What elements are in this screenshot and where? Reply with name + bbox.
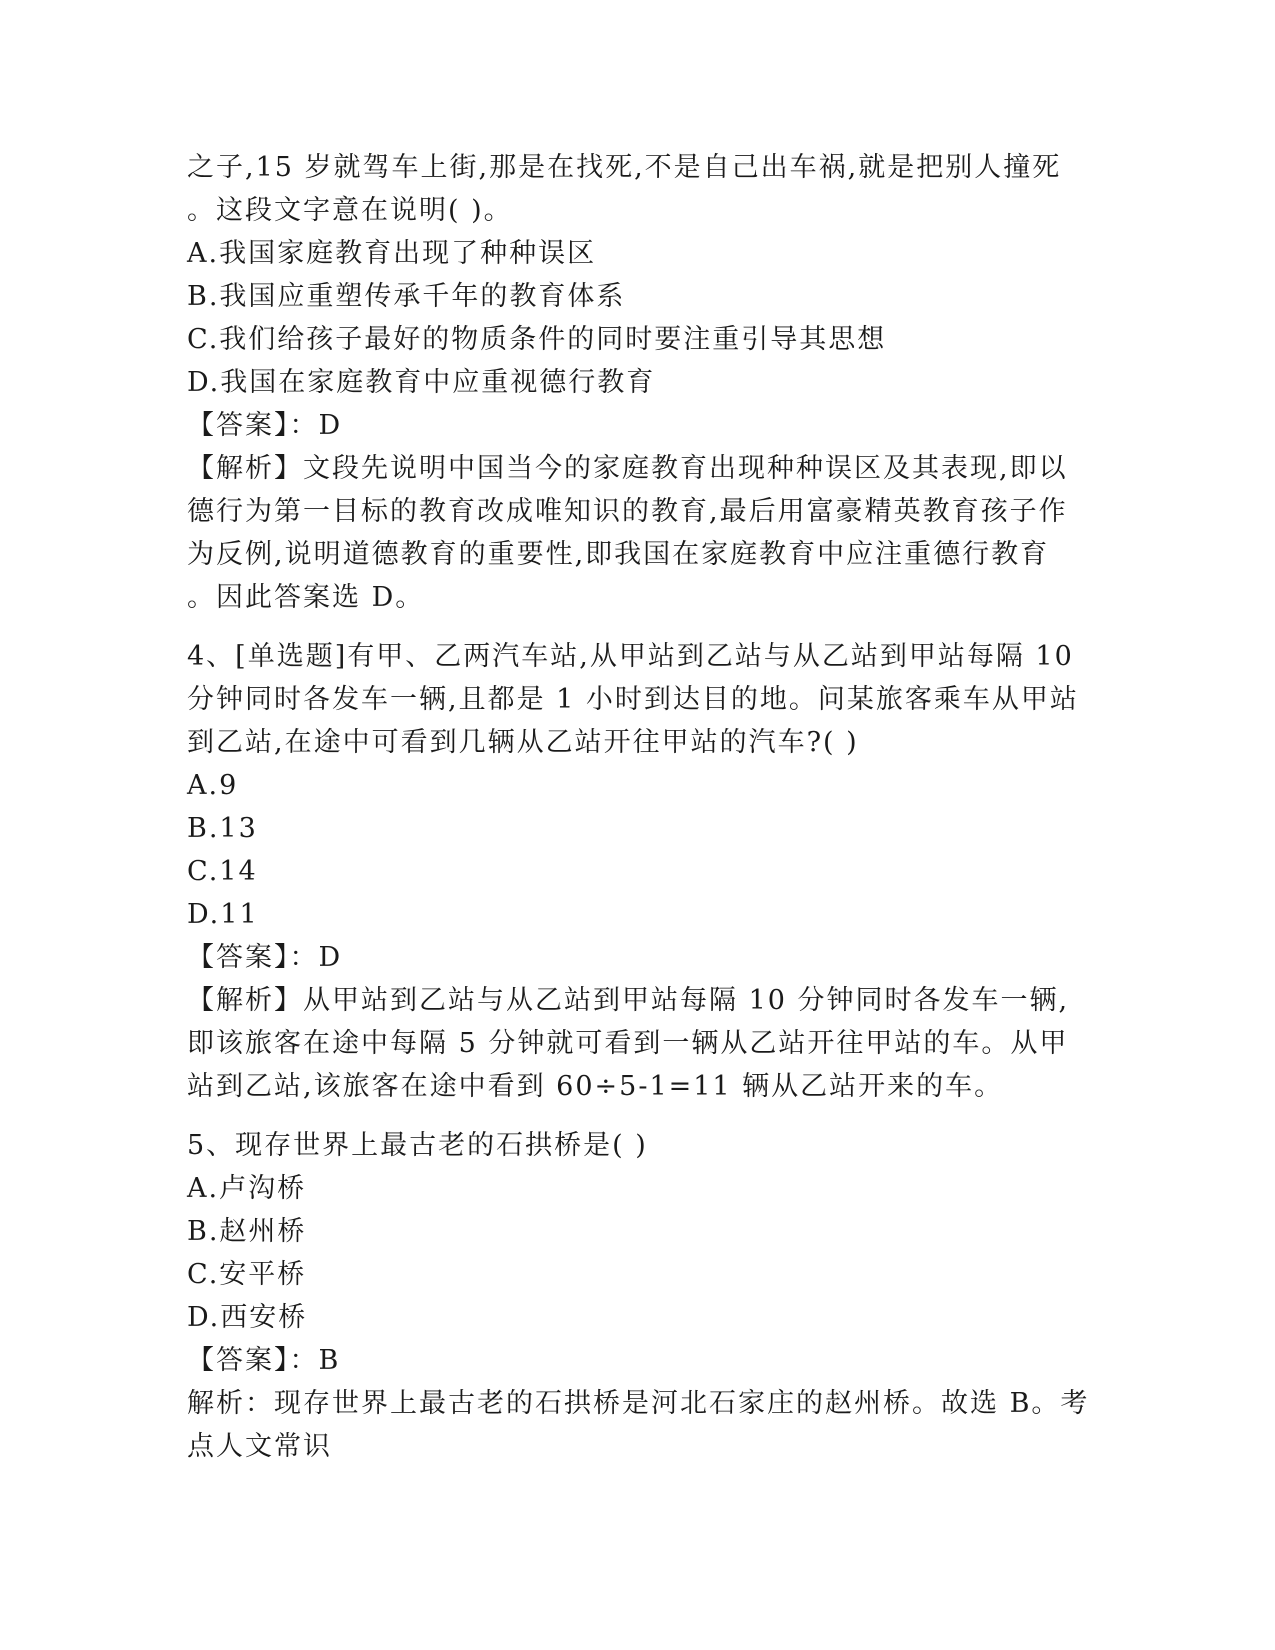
analysis-line: 。因此答案选 D。: [187, 582, 425, 613]
analysis-line: 即该旅客在途中每隔 5 分钟就可看到一辆从乙站开往甲站的车。从甲: [187, 1028, 1069, 1059]
option-d: D.11: [187, 899, 259, 930]
answer-line: 【答案】：B: [187, 1345, 341, 1376]
option-b: B.我国应重塑传承千年的教育体系: [187, 281, 626, 312]
option-c: C.我们给孩子最好的物质条件的同时要注重引导其思想: [187, 324, 887, 355]
analysis-line: 解析：现存世界上最古老的石拱桥是河北石家庄的赵州桥。故选 B。考: [187, 1388, 1090, 1419]
analysis-line: 德行为第一目标的教育改成唯知识的教育,最后用富豪精英教育孩子作: [187, 496, 1068, 527]
option-a: A.我国家庭教育出现了种种误区: [187, 238, 597, 269]
question-stem-line: 之子,15 岁就驾车上街,那是在找死,不是自己出车祸,就是把别人撞死: [187, 152, 1062, 183]
question-4: [187, 635, 1087, 1108]
question-stem-line: 分钟同时各发车一辆,且都是 1 小时到达目的地。问某旅客乘车从甲站: [187, 684, 1079, 715]
option-a: A.9: [187, 770, 239, 801]
analysis-line: 【解析】文段先说明中国当今的家庭教育出现种种误区及其表现,即以: [187, 453, 1068, 484]
question-stem-line: 。这段文字意在说明( )。: [187, 195, 513, 226]
analysis-line: 【解析】从甲站到乙站与从乙站到甲站每隔 10 分钟同时各发车一辆,: [187, 985, 1070, 1016]
question-3-tail: [187, 146, 1087, 619]
option-c: C.安平桥: [187, 1259, 307, 1290]
document-page: [187, 146, 1090, 1468]
answer-line: 【答案】：D: [187, 942, 343, 973]
question-stem-line: 5、现存世界上最古老的石拱桥是( ): [187, 1130, 648, 1161]
answer-line: 【答案】：D: [187, 410, 343, 441]
option-d: D.我国在家庭教育中应重视德行教育: [187, 367, 656, 398]
option-a: A.卢沟桥: [187, 1173, 307, 1204]
option-c: C.14: [187, 856, 258, 887]
option-b: B.13: [187, 813, 258, 844]
analysis-line: 点人文常识: [187, 1431, 332, 1462]
analysis-line: 站到乙站,该旅客在途中看到 60÷5-1=11 辆从乙站开来的车。: [187, 1071, 1004, 1102]
analysis-line: 为反例,说明道德教育的重要性,即我国在家庭教育中应注重德行教育: [187, 539, 1050, 570]
question-5: [187, 1124, 1090, 1468]
question-stem-line: 4、[单选题]有甲、乙两汽车站,从甲站到乙站与从乙站到甲站每隔 10: [187, 641, 1074, 672]
option-b: B.赵州桥: [187, 1216, 307, 1247]
question-stem-line: 到乙站,在途中可看到几辆从乙站开往甲站的汽车?( ): [187, 727, 859, 758]
option-d: D.西安桥: [187, 1302, 308, 1333]
